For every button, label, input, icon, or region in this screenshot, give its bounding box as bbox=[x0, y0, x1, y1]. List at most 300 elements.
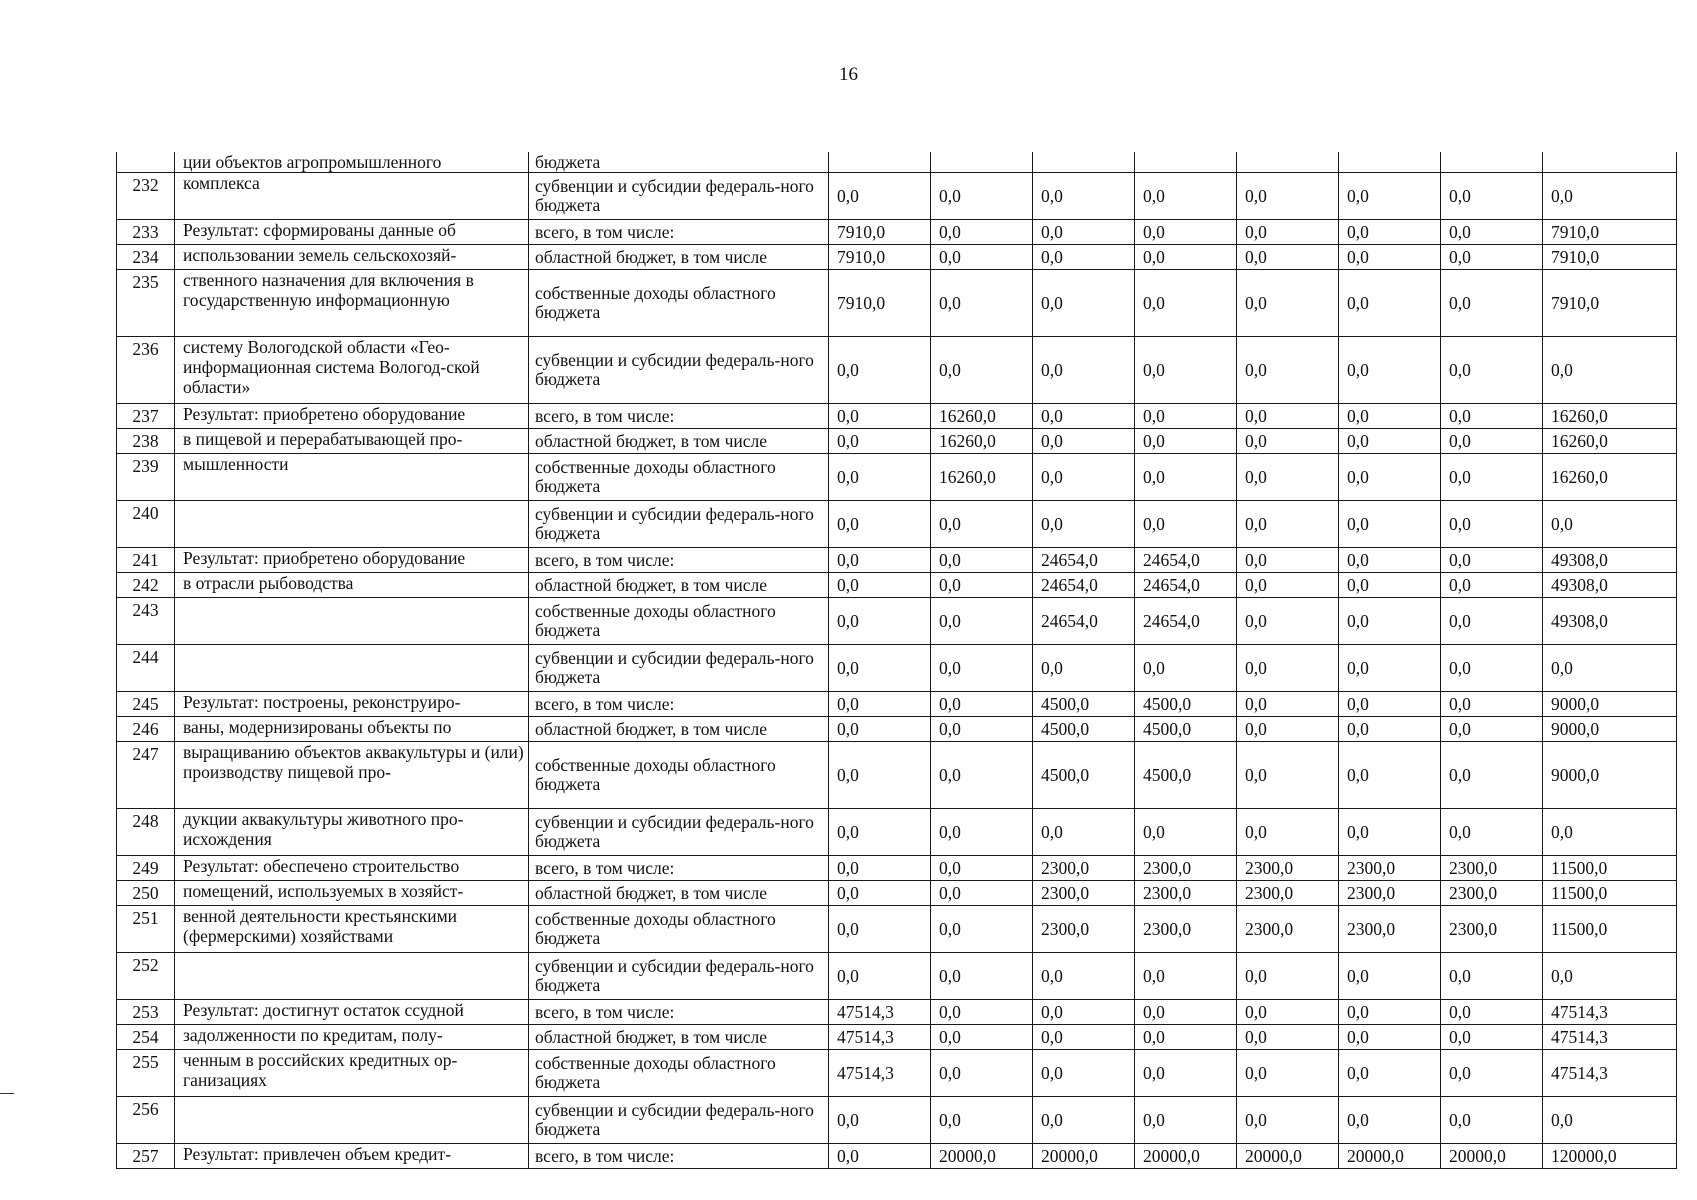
result-cell bbox=[175, 1097, 529, 1144]
table-row bbox=[117, 645, 1677, 692]
value-cell: 4500,0 bbox=[1033, 717, 1135, 742]
funding-source-cell: субвенции и субсидии федераль-ного бюджета bbox=[529, 809, 829, 856]
table-row bbox=[117, 548, 1677, 573]
value-cell: 0,0 bbox=[829, 645, 931, 692]
result-cell: ваны, модернизированы объекты по bbox=[175, 717, 529, 742]
value-cell: 0,0 bbox=[1543, 337, 1677, 404]
result-cell: Результат: приобретено оборудование bbox=[175, 548, 529, 573]
value-cell: 7910,0 bbox=[829, 220, 931, 245]
value-cell: 4500,0 bbox=[1135, 717, 1237, 742]
table-row bbox=[117, 337, 1677, 404]
value-cell: 0,0 bbox=[1237, 1025, 1339, 1050]
value-cell: 0,0 bbox=[1339, 742, 1441, 809]
value-cell: 0,0 bbox=[829, 573, 931, 598]
value-cell: 20000,0 bbox=[1441, 1144, 1543, 1169]
result-cell bbox=[175, 598, 529, 645]
value-cell: 0,0 bbox=[1441, 1000, 1543, 1025]
value-cell: 0,0 bbox=[1135, 337, 1237, 404]
value-cell: 0,0 bbox=[829, 454, 931, 501]
value-cell: 9000,0 bbox=[1543, 692, 1677, 717]
value-cell: 0,0 bbox=[931, 245, 1033, 270]
value-cell: 0,0 bbox=[1033, 501, 1135, 548]
funding-source-cell: собственные доходы областного бюджета bbox=[529, 270, 829, 337]
value-cell: 0,0 bbox=[1237, 1097, 1339, 1144]
value-cell: 20000,0 bbox=[931, 1144, 1033, 1169]
value-cell: 24654,0 bbox=[1135, 598, 1237, 645]
row-number-cell: 235 bbox=[117, 270, 175, 337]
value-cell: 2300,0 bbox=[1339, 906, 1441, 953]
value-cell: 0,0 bbox=[931, 881, 1033, 906]
table-row bbox=[117, 501, 1677, 548]
result-cell: ции объектов агропромышленного bbox=[175, 152, 529, 173]
value-cell: 2300,0 bbox=[1441, 906, 1543, 953]
row-number-cell: 245 bbox=[117, 692, 175, 717]
value-cell: 0,0 bbox=[1543, 809, 1677, 856]
table-row bbox=[117, 1025, 1677, 1050]
value-cell: 0,0 bbox=[1543, 645, 1677, 692]
value-cell: 7910,0 bbox=[829, 270, 931, 337]
value-cell: 0,0 bbox=[1441, 173, 1543, 220]
funding-source-cell: всего, в том числе: bbox=[529, 548, 829, 573]
value-cell: 0,0 bbox=[1135, 1025, 1237, 1050]
value-cell: 9000,0 bbox=[1543, 717, 1677, 742]
table-row bbox=[117, 270, 1677, 337]
value-cell: 0,0 bbox=[1033, 645, 1135, 692]
value-cell bbox=[1441, 152, 1543, 173]
value-cell: 0,0 bbox=[931, 1000, 1033, 1025]
value-cell: 0,0 bbox=[1441, 1097, 1543, 1144]
value-cell: 0,0 bbox=[1237, 717, 1339, 742]
table-row bbox=[117, 573, 1677, 598]
result-cell bbox=[175, 645, 529, 692]
value-cell: 0,0 bbox=[931, 220, 1033, 245]
value-cell: 0,0 bbox=[829, 809, 931, 856]
result-cell: Результат: обеспечено строительство bbox=[175, 856, 529, 881]
value-cell: 0,0 bbox=[1339, 220, 1441, 245]
table-row bbox=[117, 1097, 1677, 1144]
value-cell: 0,0 bbox=[1237, 573, 1339, 598]
value-cell bbox=[1135, 152, 1237, 173]
value-cell: 0,0 bbox=[931, 1050, 1033, 1097]
value-cell: 0,0 bbox=[1543, 953, 1677, 1000]
result-cell: выращиванию объектов аквакультуры и (или) производству пищевой про- bbox=[175, 742, 529, 809]
table-row bbox=[117, 1000, 1677, 1025]
row-number-cell: 253 bbox=[117, 1000, 175, 1025]
value-cell: 0,0 bbox=[1441, 337, 1543, 404]
value-cell: 0,0 bbox=[829, 548, 931, 573]
value-cell: 47514,3 bbox=[829, 1000, 931, 1025]
funding-source-cell: бюджета bbox=[529, 152, 829, 173]
table-row bbox=[117, 809, 1677, 856]
value-cell: 20000,0 bbox=[1033, 1144, 1135, 1169]
value-cell: 0,0 bbox=[829, 692, 931, 717]
value-cell: 16260,0 bbox=[1543, 404, 1677, 429]
value-cell: 0,0 bbox=[1339, 501, 1441, 548]
value-cell: 0,0 bbox=[1339, 645, 1441, 692]
value-cell: 4500,0 bbox=[1135, 692, 1237, 717]
value-cell: 0,0 bbox=[1339, 1025, 1441, 1050]
row-number-cell: 254 bbox=[117, 1025, 175, 1050]
value-cell: 0,0 bbox=[1237, 645, 1339, 692]
value-cell: 0,0 bbox=[1135, 270, 1237, 337]
value-cell: 0,0 bbox=[1441, 645, 1543, 692]
value-cell: 0,0 bbox=[1237, 692, 1339, 717]
funding-source-cell: субвенции и субсидии федераль-ного бюджета bbox=[529, 501, 829, 548]
value-cell: 0,0 bbox=[1237, 220, 1339, 245]
row-number-cell: 243 bbox=[117, 598, 175, 645]
funding-source-cell: всего, в том числе: bbox=[529, 692, 829, 717]
value-cell: 47514,3 bbox=[829, 1050, 931, 1097]
funding-source-cell: собственные доходы областного бюджета bbox=[529, 742, 829, 809]
value-cell: 0,0 bbox=[1441, 1025, 1543, 1050]
funding-source-cell: субвенции и субсидии федераль-ного бюджета bbox=[529, 645, 829, 692]
funding-source-cell: областной бюджет, в том числе bbox=[529, 881, 829, 906]
value-cell: 0,0 bbox=[829, 717, 931, 742]
value-cell: 0,0 bbox=[829, 906, 931, 953]
value-cell: 9000,0 bbox=[1543, 742, 1677, 809]
value-cell: 0,0 bbox=[1441, 717, 1543, 742]
value-cell: 2300,0 bbox=[1339, 881, 1441, 906]
value-cell: 0,0 bbox=[1237, 548, 1339, 573]
value-cell: 0,0 bbox=[1135, 404, 1237, 429]
funding-source-cell: субвенции и субсидии федераль-ного бюджета bbox=[529, 337, 829, 404]
value-cell: 0,0 bbox=[1339, 809, 1441, 856]
result-cell: Результат: сформированы данные об bbox=[175, 220, 529, 245]
value-cell: 0,0 bbox=[1033, 1050, 1135, 1097]
value-cell: 0,0 bbox=[1237, 1050, 1339, 1097]
value-cell: 0,0 bbox=[1033, 173, 1135, 220]
value-cell: 0,0 bbox=[931, 548, 1033, 573]
value-cell: 0,0 bbox=[1441, 809, 1543, 856]
value-cell: 0,0 bbox=[1237, 742, 1339, 809]
value-cell bbox=[1543, 152, 1677, 173]
budget-table bbox=[116, 152, 1677, 1169]
value-cell bbox=[1033, 152, 1135, 173]
table-row bbox=[117, 692, 1677, 717]
value-cell: 7910,0 bbox=[1543, 245, 1677, 270]
value-cell: 49308,0 bbox=[1543, 598, 1677, 645]
value-cell: 11500,0 bbox=[1543, 856, 1677, 881]
value-cell: 0,0 bbox=[829, 429, 931, 454]
value-cell: 2300,0 bbox=[1135, 856, 1237, 881]
value-cell: 20000,0 bbox=[1339, 1144, 1441, 1169]
funding-source-cell: областной бюджет, в том числе bbox=[529, 573, 829, 598]
value-cell: 24654,0 bbox=[1135, 573, 1237, 598]
value-cell: 0,0 bbox=[1237, 270, 1339, 337]
value-cell: 16260,0 bbox=[1543, 454, 1677, 501]
value-cell: 0,0 bbox=[1237, 809, 1339, 856]
funding-source-cell: всего, в том числе: bbox=[529, 856, 829, 881]
value-cell: 20000,0 bbox=[1135, 1144, 1237, 1169]
value-cell: 0,0 bbox=[1033, 245, 1135, 270]
result-cell: помещений, используемых в хозяйст- bbox=[175, 881, 529, 906]
value-cell: 0,0 bbox=[931, 501, 1033, 548]
value-cell: 0,0 bbox=[1135, 645, 1237, 692]
result-cell: Результат: достигнут остаток ссудной bbox=[175, 1000, 529, 1025]
value-cell: 0,0 bbox=[1135, 1000, 1237, 1025]
funding-source-cell: субвенции и субсидии федераль-ного бюджета bbox=[529, 173, 829, 220]
result-cell bbox=[175, 953, 529, 1000]
value-cell: 0,0 bbox=[1237, 1000, 1339, 1025]
value-cell: 0,0 bbox=[1543, 1097, 1677, 1144]
funding-source-cell: собственные доходы областного бюджета bbox=[529, 906, 829, 953]
value-cell bbox=[1237, 152, 1339, 173]
value-cell: 0,0 bbox=[1033, 1025, 1135, 1050]
value-cell: 0,0 bbox=[931, 598, 1033, 645]
value-cell: 0,0 bbox=[1237, 173, 1339, 220]
value-cell: 0,0 bbox=[1441, 742, 1543, 809]
row-number-cell: 233 bbox=[117, 220, 175, 245]
value-cell: 7910,0 bbox=[829, 245, 931, 270]
value-cell: 0,0 bbox=[1339, 454, 1441, 501]
row-number-cell: 248 bbox=[117, 809, 175, 856]
value-cell: 0,0 bbox=[1135, 429, 1237, 454]
value-cell: 0,0 bbox=[1033, 1097, 1135, 1144]
table-row bbox=[117, 220, 1677, 245]
funding-source-cell: всего, в том числе: bbox=[529, 1144, 829, 1169]
result-cell: в пищевой и перерабатывающей про- bbox=[175, 429, 529, 454]
value-cell: 0,0 bbox=[931, 906, 1033, 953]
value-cell: 0,0 bbox=[829, 404, 931, 429]
table-row bbox=[117, 245, 1677, 270]
value-cell: 47514,3 bbox=[829, 1025, 931, 1050]
value-cell: 7910,0 bbox=[1543, 220, 1677, 245]
table-row bbox=[117, 152, 1677, 173]
value-cell: 0,0 bbox=[1033, 270, 1135, 337]
value-cell: 0,0 bbox=[1033, 454, 1135, 501]
value-cell: 0,0 bbox=[1033, 953, 1135, 1000]
table-row bbox=[117, 717, 1677, 742]
value-cell: 0,0 bbox=[1237, 404, 1339, 429]
value-cell: 0,0 bbox=[829, 953, 931, 1000]
value-cell: 0,0 bbox=[1441, 404, 1543, 429]
value-cell: 0,0 bbox=[1441, 245, 1543, 270]
result-cell bbox=[175, 501, 529, 548]
result-cell: ченным в российских кредитных ор-ганизациях bbox=[175, 1050, 529, 1097]
row-number-cell: 256 bbox=[117, 1097, 175, 1144]
result-cell: использовании земель сельскохозяй- bbox=[175, 245, 529, 270]
value-cell: 0,0 bbox=[1543, 501, 1677, 548]
funding-source-cell: всего, в том числе: bbox=[529, 404, 829, 429]
value-cell: 49308,0 bbox=[1543, 548, 1677, 573]
value-cell: 2300,0 bbox=[1033, 856, 1135, 881]
value-cell: 0,0 bbox=[1339, 404, 1441, 429]
value-cell: 0,0 bbox=[1339, 717, 1441, 742]
value-cell: 4500,0 bbox=[1135, 742, 1237, 809]
value-cell: 0,0 bbox=[1339, 573, 1441, 598]
value-cell: 2300,0 bbox=[1237, 881, 1339, 906]
value-cell: 0,0 bbox=[829, 1144, 931, 1169]
value-cell: 24654,0 bbox=[1033, 573, 1135, 598]
value-cell: 120000,0 bbox=[1543, 1144, 1677, 1169]
value-cell: 47514,3 bbox=[1543, 1050, 1677, 1097]
funding-source-cell: областной бюджет, в том числе bbox=[529, 717, 829, 742]
result-cell: комплекса bbox=[175, 173, 529, 220]
row-number-cell: 247 bbox=[117, 742, 175, 809]
row-number-cell: 251 bbox=[117, 906, 175, 953]
row-number-cell: 244 bbox=[117, 645, 175, 692]
value-cell: 2300,0 bbox=[1033, 881, 1135, 906]
value-cell: 0,0 bbox=[1339, 270, 1441, 337]
value-cell: 0,0 bbox=[1441, 573, 1543, 598]
value-cell: 16260,0 bbox=[931, 454, 1033, 501]
value-cell: 0,0 bbox=[1441, 953, 1543, 1000]
value-cell: 0,0 bbox=[1339, 337, 1441, 404]
table-row bbox=[117, 881, 1677, 906]
value-cell: 16260,0 bbox=[931, 404, 1033, 429]
result-cell: Результат: построены, реконструиро- bbox=[175, 692, 529, 717]
value-cell: 0,0 bbox=[1441, 598, 1543, 645]
value-cell: 20000,0 bbox=[1237, 1144, 1339, 1169]
page-number: 16 bbox=[839, 64, 858, 85]
value-cell: 24654,0 bbox=[1033, 598, 1135, 645]
row-number-cell: 252 bbox=[117, 953, 175, 1000]
value-cell: 0,0 bbox=[931, 692, 1033, 717]
value-cell: 2300,0 bbox=[1237, 906, 1339, 953]
value-cell: 0,0 bbox=[829, 173, 931, 220]
value-cell: 0,0 bbox=[829, 337, 931, 404]
value-cell: 0,0 bbox=[1135, 220, 1237, 245]
row-number-cell: 240 bbox=[117, 501, 175, 548]
value-cell: 49308,0 bbox=[1543, 573, 1677, 598]
value-cell: 0,0 bbox=[1237, 337, 1339, 404]
value-cell: 0,0 bbox=[1441, 501, 1543, 548]
value-cell: 0,0 bbox=[829, 856, 931, 881]
value-cell: 0,0 bbox=[1339, 692, 1441, 717]
value-cell: 0,0 bbox=[931, 173, 1033, 220]
value-cell: 2300,0 bbox=[1237, 856, 1339, 881]
value-cell: 0,0 bbox=[931, 809, 1033, 856]
value-cell: 2300,0 bbox=[1033, 906, 1135, 953]
result-cell: в отрасли рыбоводства bbox=[175, 573, 529, 598]
table-row bbox=[117, 742, 1677, 809]
value-cell: 0,0 bbox=[1339, 548, 1441, 573]
value-cell: 0,0 bbox=[1033, 1000, 1135, 1025]
row-number-cell: 241 bbox=[117, 548, 175, 573]
value-cell: 0,0 bbox=[1543, 173, 1677, 220]
value-cell: 0,0 bbox=[931, 645, 1033, 692]
value-cell: 0,0 bbox=[1135, 501, 1237, 548]
value-cell: 0,0 bbox=[1441, 1050, 1543, 1097]
value-cell: 24654,0 bbox=[1033, 548, 1135, 573]
table-row bbox=[117, 404, 1677, 429]
value-cell: 0,0 bbox=[1339, 173, 1441, 220]
funding-source-cell: областной бюджет, в том числе bbox=[529, 429, 829, 454]
table-row bbox=[117, 856, 1677, 881]
value-cell: 0,0 bbox=[931, 1025, 1033, 1050]
value-cell: 0,0 bbox=[1237, 429, 1339, 454]
table-row bbox=[117, 1050, 1677, 1097]
value-cell: 16260,0 bbox=[1543, 429, 1677, 454]
value-cell: 0,0 bbox=[1339, 1050, 1441, 1097]
value-cell: 0,0 bbox=[1441, 429, 1543, 454]
value-cell: 47514,3 bbox=[1543, 1000, 1677, 1025]
value-cell: 0,0 bbox=[1237, 953, 1339, 1000]
row-number-cell: 236 bbox=[117, 337, 175, 404]
value-cell: 0,0 bbox=[829, 598, 931, 645]
value-cell: 0,0 bbox=[931, 856, 1033, 881]
value-cell: 0,0 bbox=[1237, 598, 1339, 645]
margin-mark bbox=[0, 1093, 14, 1094]
value-cell: 0,0 bbox=[1135, 1050, 1237, 1097]
result-cell: ственного назначения для включения в государственную информационную bbox=[175, 270, 529, 337]
funding-source-cell: областной бюджет, в том числе bbox=[529, 245, 829, 270]
row-number-cell bbox=[117, 152, 175, 173]
value-cell: 7910,0 bbox=[1543, 270, 1677, 337]
value-cell bbox=[1339, 152, 1441, 173]
row-number-cell: 238 bbox=[117, 429, 175, 454]
value-cell: 0,0 bbox=[1339, 598, 1441, 645]
row-number-cell: 257 bbox=[117, 1144, 175, 1169]
value-cell: 2300,0 bbox=[1135, 881, 1237, 906]
value-cell: 0,0 bbox=[1135, 809, 1237, 856]
funding-source-cell: всего, в том числе: bbox=[529, 1000, 829, 1025]
value-cell: 0,0 bbox=[931, 717, 1033, 742]
result-cell: систему Вологодской области «Гео-информационная система Вологод-ской области» bbox=[175, 337, 529, 404]
result-cell: дукции аквакультуры животного про-исхождения bbox=[175, 809, 529, 856]
row-number-cell: 232 bbox=[117, 173, 175, 220]
value-cell: 0,0 bbox=[1339, 245, 1441, 270]
value-cell: 0,0 bbox=[931, 953, 1033, 1000]
value-cell: 0,0 bbox=[1033, 809, 1135, 856]
value-cell: 0,0 bbox=[1033, 429, 1135, 454]
value-cell: 2300,0 bbox=[1135, 906, 1237, 953]
result-cell: задолженности по кредитам, полу- bbox=[175, 1025, 529, 1050]
value-cell: 0,0 bbox=[931, 742, 1033, 809]
value-cell: 24654,0 bbox=[1135, 548, 1237, 573]
row-number-cell: 255 bbox=[117, 1050, 175, 1097]
value-cell: 0,0 bbox=[1135, 454, 1237, 501]
result-cell: Результат: привлечен объем кредит- bbox=[175, 1144, 529, 1169]
value-cell: 0,0 bbox=[1441, 270, 1543, 337]
table-row bbox=[117, 953, 1677, 1000]
value-cell: 0,0 bbox=[1339, 1097, 1441, 1144]
funding-source-cell: всего, в том числе: bbox=[529, 220, 829, 245]
result-cell: Результат: приобретено оборудование bbox=[175, 404, 529, 429]
funding-source-cell: собственные доходы областного бюджета bbox=[529, 454, 829, 501]
value-cell: 0,0 bbox=[931, 1097, 1033, 1144]
value-cell: 0,0 bbox=[1441, 454, 1543, 501]
value-cell: 2300,0 bbox=[1441, 856, 1543, 881]
value-cell: 0,0 bbox=[931, 573, 1033, 598]
row-number-cell: 237 bbox=[117, 404, 175, 429]
value-cell: 0,0 bbox=[1339, 429, 1441, 454]
value-cell: 0,0 bbox=[1339, 1000, 1441, 1025]
value-cell: 0,0 bbox=[1135, 245, 1237, 270]
value-cell: 0,0 bbox=[1033, 404, 1135, 429]
value-cell: 0,0 bbox=[829, 742, 931, 809]
row-number-cell: 239 bbox=[117, 454, 175, 501]
table-row bbox=[117, 429, 1677, 454]
value-cell: 0,0 bbox=[1237, 501, 1339, 548]
funding-source-cell: собственные доходы областного бюджета bbox=[529, 1050, 829, 1097]
table-row bbox=[117, 454, 1677, 501]
funding-source-cell: субвенции и субсидии федераль-ного бюджета bbox=[529, 1097, 829, 1144]
value-cell: 0,0 bbox=[829, 501, 931, 548]
value-cell: 0,0 bbox=[829, 1097, 931, 1144]
value-cell: 4500,0 bbox=[1033, 742, 1135, 809]
row-number-cell: 249 bbox=[117, 856, 175, 881]
value-cell: 0,0 bbox=[1441, 548, 1543, 573]
value-cell: 11500,0 bbox=[1543, 881, 1677, 906]
value-cell: 0,0 bbox=[1135, 953, 1237, 1000]
value-cell: 4500,0 bbox=[1033, 692, 1135, 717]
value-cell: 16260,0 bbox=[931, 429, 1033, 454]
value-cell: 0,0 bbox=[829, 881, 931, 906]
funding-source-cell: собственные доходы областного бюджета bbox=[529, 598, 829, 645]
funding-source-cell: областной бюджет, в том числе bbox=[529, 1025, 829, 1050]
value-cell: 2300,0 bbox=[1441, 881, 1543, 906]
